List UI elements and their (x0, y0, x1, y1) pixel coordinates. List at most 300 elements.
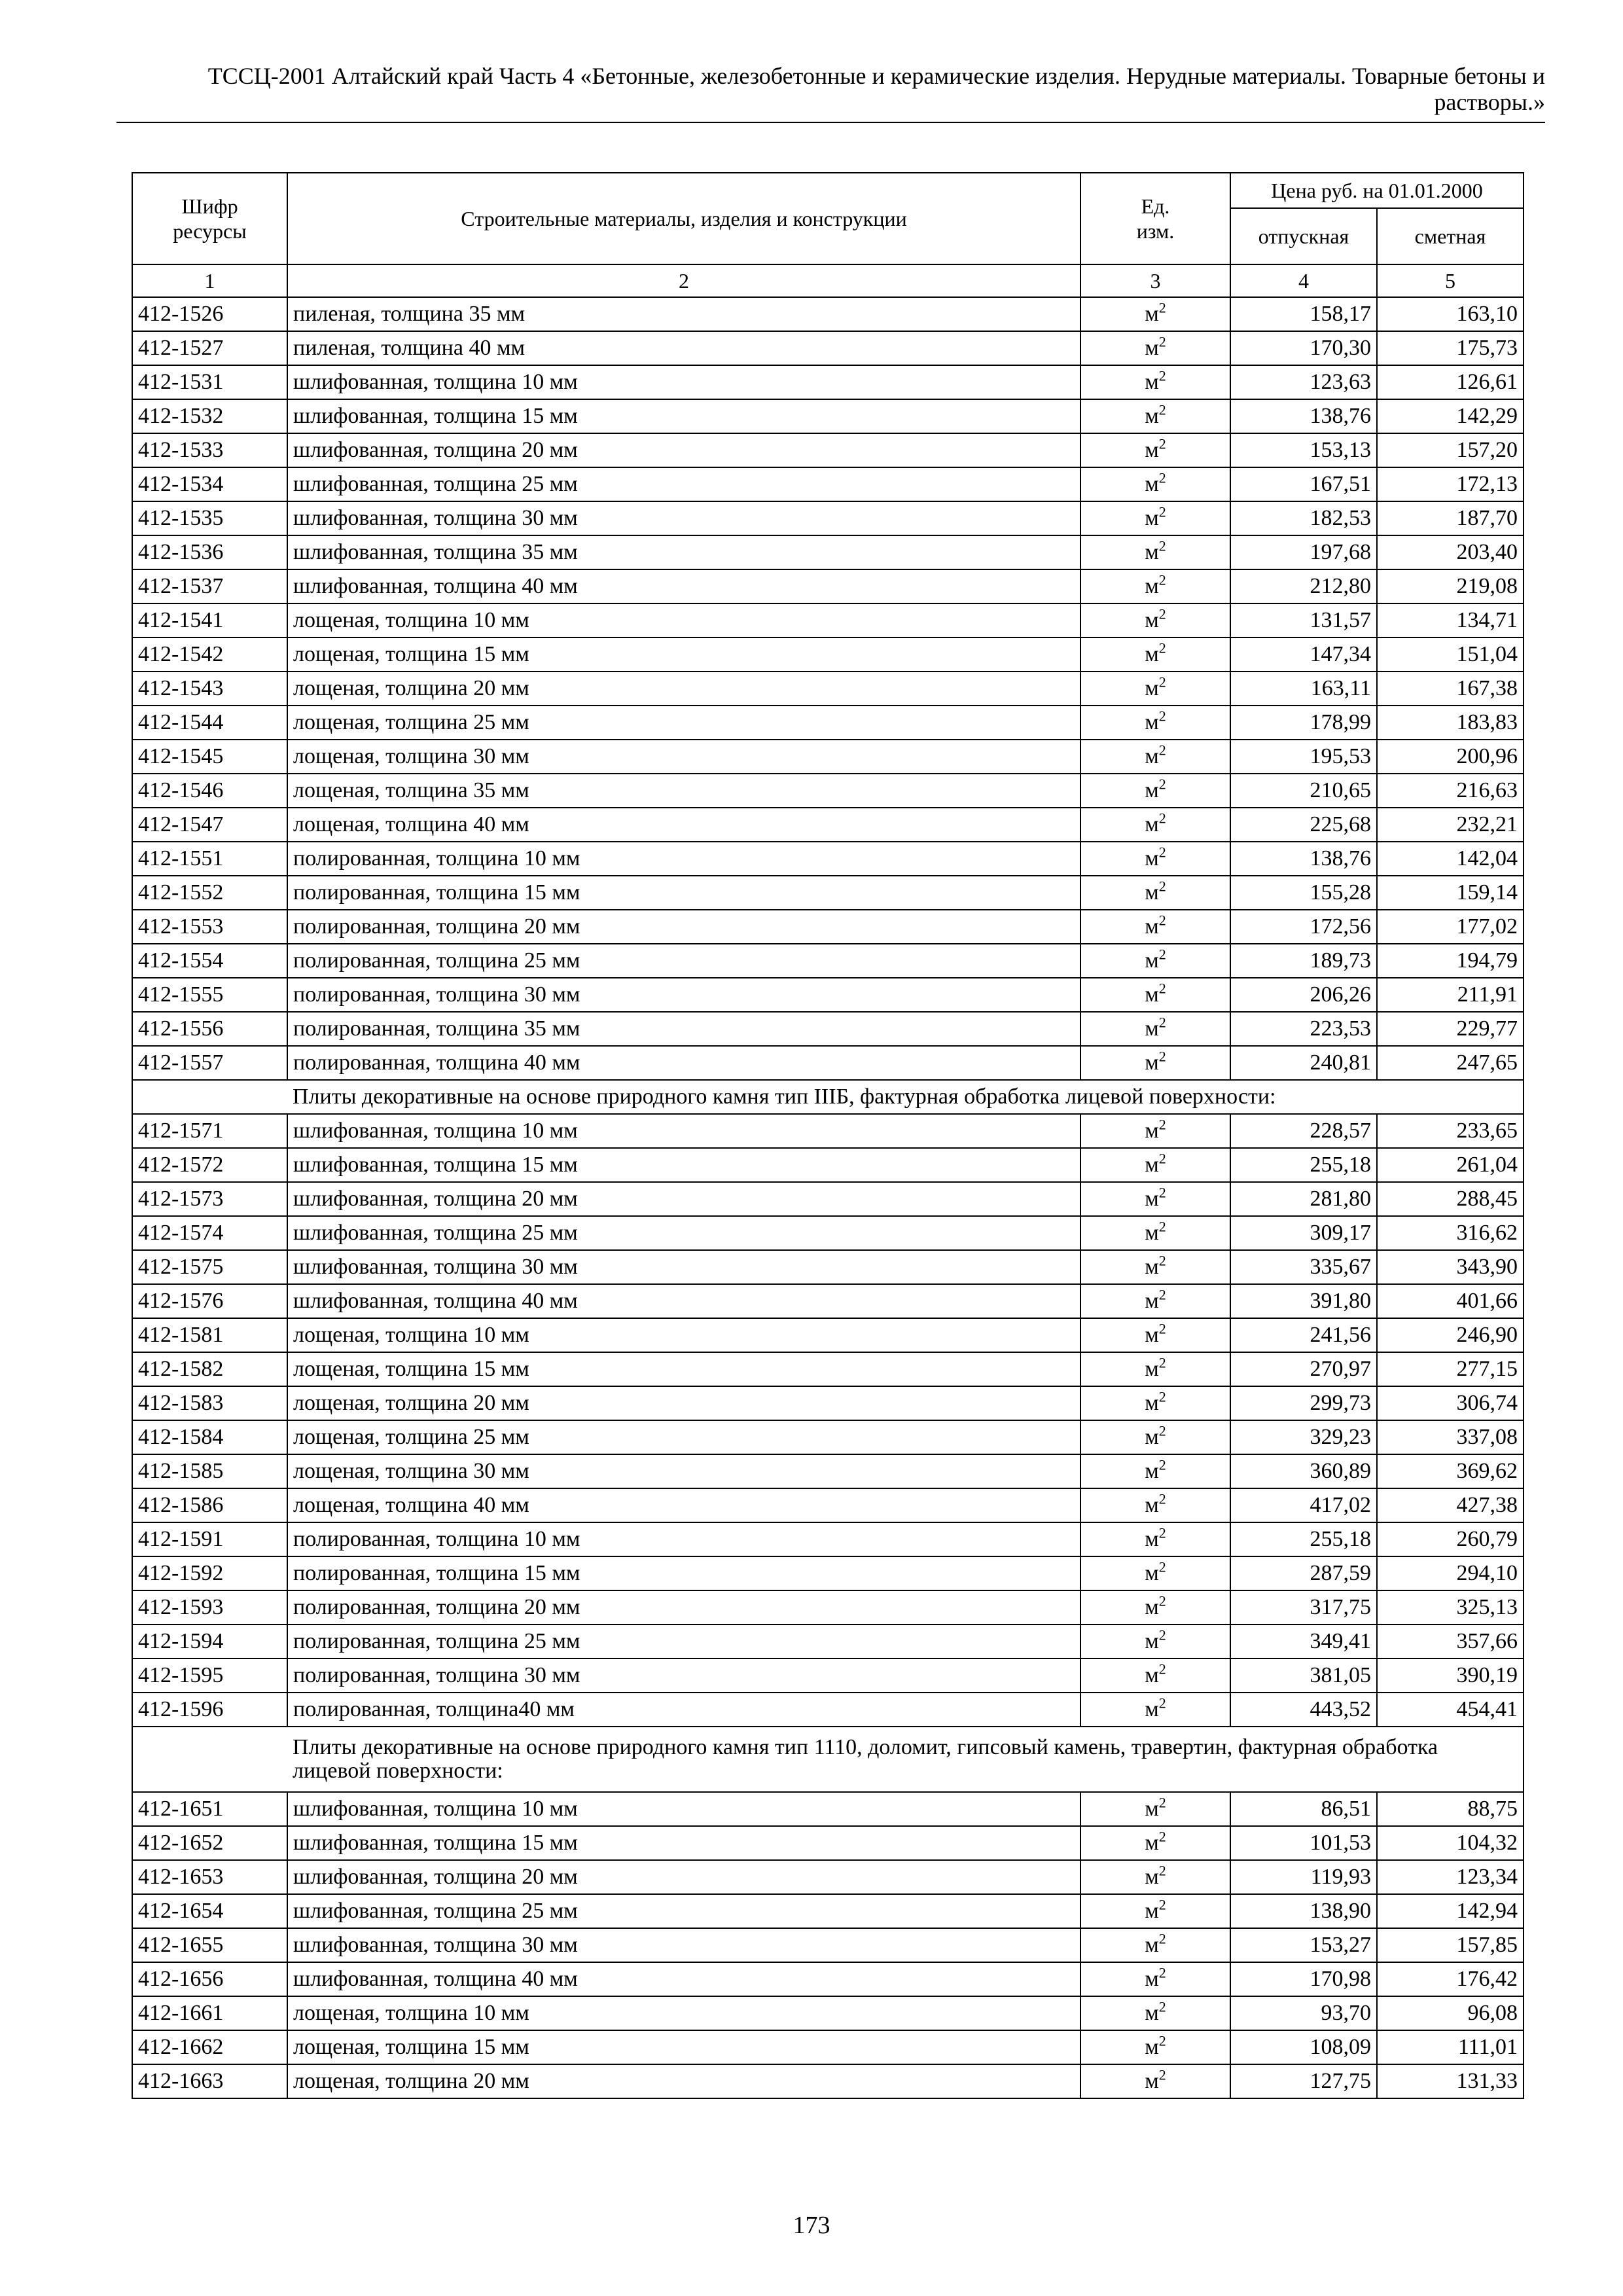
cell-unit (1080, 1386, 1230, 1420)
table-row (132, 808, 1524, 842)
cell-estimate-price: 233,65 (1377, 1114, 1524, 1148)
cell-estimate-price: 177,02 (1377, 910, 1524, 944)
unit-exponent: 2 (1158, 878, 1166, 895)
table-row (132, 501, 1524, 535)
unit-base: м (1145, 1289, 1159, 1313)
cell-release-price: 212,80 (1230, 569, 1377, 603)
cell-name: лощеная, толщина 15 мм (287, 1352, 1080, 1386)
cell-unit (1080, 808, 1230, 842)
unit-exponent: 2 (1158, 639, 1166, 656)
cell-unit (1080, 706, 1230, 740)
cell-estimate-price: 200,96 (1377, 740, 1524, 774)
table-row (132, 399, 1524, 433)
cell-code: 412-1543 (132, 672, 287, 706)
table-row (132, 1928, 1524, 1962)
cell-release-price: 241,56 (1230, 1318, 1377, 1352)
unit-base: м (1145, 540, 1159, 564)
cell-code: 412-1592 (132, 1556, 287, 1590)
table-row (132, 1012, 1524, 1046)
unit-exponent: 2 (1158, 1490, 1166, 1507)
cell-code: 412-1594 (132, 1624, 287, 1659)
table-row (132, 876, 1524, 910)
cell-code: 412-1532 (132, 399, 287, 433)
cell-name: полированная, толщина 30 мм (287, 1659, 1080, 1693)
cell-unit (1080, 1352, 1230, 1386)
table-row (132, 910, 1524, 944)
cell-estimate-price: 176,42 (1377, 1962, 1524, 1996)
cell-name: полированная, толщина 30 мм (287, 978, 1080, 1012)
cell-code: 412-1546 (132, 774, 287, 808)
cell-unit (1080, 1046, 1230, 1080)
cell-code: 412-1581 (132, 1318, 287, 1352)
cell-release-price: 360,89 (1230, 1454, 1377, 1488)
cell-unit (1080, 740, 1230, 774)
unit-base: м (1145, 710, 1159, 734)
unit-exponent: 2 (1158, 367, 1166, 384)
cell-code: 412-1552 (132, 876, 287, 910)
table-row (132, 1318, 1524, 1352)
unit-base: м (1145, 1865, 1159, 1889)
cell-code: 412-1542 (132, 637, 287, 672)
cell-unit (1080, 978, 1230, 1012)
cell-code: 412-1547 (132, 808, 287, 842)
cell-unit (1080, 672, 1230, 706)
table-row (132, 1522, 1524, 1556)
table-row (132, 1148, 1524, 1182)
cell-release-price: 206,26 (1230, 978, 1377, 1012)
cell-release-price: 119,93 (1230, 1860, 1377, 1894)
cell-release-price: 131,57 (1230, 603, 1377, 637)
unit-exponent: 2 (1158, 1794, 1166, 1811)
cell-estimate-price: 142,29 (1377, 399, 1524, 433)
cell-name: шлифованная, толщина 40 мм (287, 569, 1080, 603)
cell-estimate-price: 325,13 (1377, 1590, 1524, 1624)
cell-estimate-price: 157,85 (1377, 1928, 1524, 1962)
cell-release-price: 108,09 (1230, 2030, 1377, 2064)
cell-estimate-price: 277,15 (1377, 1352, 1524, 1386)
cell-name: шлифованная, толщина 10 мм (287, 1114, 1080, 1148)
unit-exponent: 2 (1158, 810, 1166, 827)
table-row (132, 1386, 1524, 1420)
cell-estimate-price: 96,08 (1377, 1996, 1524, 2030)
cell-name: полированная, толщина 20 мм (287, 1590, 1080, 1624)
cell-estimate-price: 337,08 (1377, 1420, 1524, 1454)
unit-base: м (1145, 676, 1159, 700)
cell-estimate-price: 175,73 (1377, 331, 1524, 365)
table-row (132, 467, 1524, 501)
cell-unit (1080, 433, 1230, 467)
unit-base: м (1145, 1459, 1159, 1483)
table-row (132, 1962, 1524, 1996)
unit-exponent: 2 (1158, 537, 1166, 554)
cell-release-price: 335,67 (1230, 1250, 1377, 1284)
cell-name: лощеная, толщина 20 мм (287, 672, 1080, 706)
cell-code: 412-1533 (132, 433, 287, 467)
cell-release-price: 153,13 (1230, 433, 1377, 467)
cell-code: 412-1584 (132, 1420, 287, 1454)
cell-unit (1080, 1928, 1230, 1962)
cell-unit (1080, 365, 1230, 399)
unit-exponent: 2 (1158, 1695, 1166, 1712)
cell-estimate-price: 88,75 (1377, 1792, 1524, 1826)
cell-unit (1080, 1148, 1230, 1182)
cell-unit (1080, 399, 1230, 433)
table-row (132, 978, 1524, 1012)
unit-base: м (1145, 778, 1159, 802)
cell-unit (1080, 1488, 1230, 1522)
cell-code: 412-1661 (132, 1996, 287, 2030)
cell-release-price: 417,02 (1230, 1488, 1377, 1522)
header-name: Строительные материалы, изделия и конструкции (287, 173, 1080, 264)
unit-exponent: 2 (1158, 435, 1166, 452)
unit-base: м (1145, 302, 1159, 326)
unit-exponent: 2 (1158, 401, 1166, 418)
cell-code: 412-1596 (132, 1693, 287, 1727)
cell-estimate-price: 427,38 (1377, 1488, 1524, 1522)
cell-release-price: 287,59 (1230, 1556, 1377, 1590)
section-title: Плиты декоративные на основе природного камня тип IIIБ, фактурная обработка лицевой поверхности: (132, 1080, 1524, 1114)
cell-release-price: 153,27 (1230, 1928, 1377, 1962)
unit-base: м (1145, 642, 1159, 666)
unit-exponent: 2 (1158, 1320, 1166, 1337)
unit-base: м (1145, 1967, 1159, 1991)
col-number: 3 (1080, 264, 1230, 297)
unit-exponent: 2 (1158, 742, 1166, 759)
cell-code: 412-1582 (132, 1352, 287, 1386)
cell-estimate-price: 261,04 (1377, 1148, 1524, 1182)
cell-code: 412-1651 (132, 1792, 287, 1826)
cell-release-price: 167,51 (1230, 467, 1377, 501)
table-row (132, 1114, 1524, 1148)
cell-code: 412-1531 (132, 365, 287, 399)
table-row (132, 1693, 1524, 1727)
table-row (132, 2030, 1524, 2064)
unit-base: м (1145, 472, 1159, 496)
unit-exponent: 2 (1158, 333, 1166, 350)
col-number: 5 (1377, 264, 1524, 297)
unit-base: м (1145, 2069, 1159, 2093)
cell-name: полированная, толщина 15 мм (287, 1556, 1080, 1590)
unit-exponent: 2 (1158, 1218, 1166, 1235)
cell-code: 412-1583 (132, 1386, 287, 1420)
table-row (132, 1792, 1524, 1826)
cell-estimate-price: 167,38 (1377, 672, 1524, 706)
cell-code: 412-1653 (132, 1860, 287, 1894)
cell-release-price: 228,57 (1230, 1114, 1377, 1148)
table-row (132, 1894, 1524, 1928)
unit-exponent: 2 (1158, 1150, 1166, 1167)
cell-estimate-price: 126,61 (1377, 365, 1524, 399)
table-row (132, 637, 1524, 672)
table-row (132, 1659, 1524, 1693)
cell-name: шлифованная, толщина 25 мм (287, 1894, 1080, 1928)
cell-code: 412-1557 (132, 1046, 287, 1080)
cell-name: полированная, толщина 15 мм (287, 876, 1080, 910)
unit-exponent: 2 (1158, 1048, 1166, 1065)
unit-base: м (1145, 846, 1159, 870)
cell-estimate-price: 111,01 (1377, 2030, 1524, 2064)
unit-base: м (1145, 1119, 1159, 1143)
cell-estimate-price: 151,04 (1377, 637, 1524, 672)
cell-release-price: 309,17 (1230, 1216, 1377, 1250)
cell-code: 412-1551 (132, 842, 287, 876)
cell-release-price: 197,68 (1230, 535, 1377, 569)
table-row (132, 1624, 1524, 1659)
cell-estimate-price: 159,14 (1377, 876, 1524, 910)
unit-base: м (1145, 880, 1159, 905)
cell-release-price: 138,76 (1230, 842, 1377, 876)
table-row (132, 1488, 1524, 1522)
table-row (132, 740, 1524, 774)
unit-base: м (1145, 982, 1159, 1007)
cell-unit (1080, 944, 1230, 978)
cell-estimate-price: 357,66 (1377, 1624, 1524, 1659)
table-row (132, 1420, 1524, 1454)
cell-name: полированная, толщина 35 мм (287, 1012, 1080, 1046)
cell-release-price: 170,30 (1230, 331, 1377, 365)
unit-exponent: 2 (1158, 844, 1166, 861)
unit-exponent: 2 (1158, 946, 1166, 963)
cell-name: шлифованная, толщина 30 мм (287, 501, 1080, 535)
unit-base: м (1145, 1187, 1159, 1211)
cell-estimate-price: 369,62 (1377, 1454, 1524, 1488)
header-unit: Ед. изм. (1080, 173, 1230, 264)
cell-estimate-price: 183,83 (1377, 706, 1524, 740)
cell-name: шлифованная, толщина 15 мм (287, 1826, 1080, 1860)
cell-unit (1080, 1522, 1230, 1556)
cell-name: лощеная, толщина 35 мм (287, 774, 1080, 808)
cell-name: полированная, толщина40 мм (287, 1693, 1080, 1727)
table-row (132, 1454, 1524, 1488)
table-row (132, 1250, 1524, 1284)
unit-base: м (1145, 1697, 1159, 1721)
cell-release-price: 349,41 (1230, 1624, 1377, 1659)
unit-exponent: 2 (1158, 571, 1166, 588)
cell-release-price: 210,65 (1230, 774, 1377, 808)
table-row (132, 331, 1524, 365)
unit-exponent: 2 (1158, 1524, 1166, 1541)
cell-code: 412-1663 (132, 2064, 287, 2098)
unit-base: м (1145, 948, 1159, 973)
table-row (132, 1996, 1524, 2030)
table-row (132, 1556, 1524, 1590)
table-row (132, 297, 1524, 331)
cell-release-price: 178,99 (1230, 706, 1377, 740)
cell-estimate-price: 260,79 (1377, 1522, 1524, 1556)
table-row (132, 774, 1524, 808)
cell-unit (1080, 1318, 1230, 1352)
table-row (132, 603, 1524, 637)
page-header (116, 63, 1545, 115)
unit-exponent: 2 (1158, 776, 1166, 793)
cell-release-price: 189,73 (1230, 944, 1377, 978)
cell-unit (1080, 1284, 1230, 1318)
table-row (132, 1216, 1524, 1250)
cell-name: лощеная, толщина 10 мм (287, 603, 1080, 637)
cell-release-price: 255,18 (1230, 1148, 1377, 1182)
cell-estimate-price: 454,41 (1377, 1693, 1524, 1727)
cell-estimate-price: 294,10 (1377, 1556, 1524, 1590)
cell-name: лощеная, толщина 30 мм (287, 740, 1080, 774)
section-row (132, 1727, 1524, 1792)
cell-release-price: 443,52 (1230, 1693, 1377, 1727)
table-row (132, 842, 1524, 876)
unit-exponent: 2 (1158, 469, 1166, 486)
cell-release-price: 240,81 (1230, 1046, 1377, 1080)
unit-exponent: 2 (1158, 1930, 1166, 1947)
cell-unit (1080, 910, 1230, 944)
cell-release-price: 225,68 (1230, 808, 1377, 842)
cell-name: полированная, толщина 10 мм (287, 1522, 1080, 1556)
cell-unit (1080, 331, 1230, 365)
cell-unit (1080, 1454, 1230, 1488)
cell-code: 412-1554 (132, 944, 287, 978)
unit-base: м (1145, 1255, 1159, 1279)
table-row (132, 1284, 1524, 1318)
col-number: 1 (132, 264, 287, 297)
cell-name: лощеная, толщина 15 мм (287, 2030, 1080, 2064)
unit-exponent: 2 (1158, 503, 1166, 520)
cell-name: пиленая, толщина 35 мм (287, 297, 1080, 331)
cell-code: 412-1545 (132, 740, 287, 774)
table-row (132, 1352, 1524, 1386)
unit-exponent: 2 (1158, 1828, 1166, 1845)
unit-exponent: 2 (1158, 1862, 1166, 1879)
cell-estimate-price: 163,10 (1377, 297, 1524, 331)
cell-name: шлифованная, толщина 25 мм (287, 467, 1080, 501)
cell-estimate-price: 316,62 (1377, 1216, 1524, 1250)
cell-name: полированная, толщина 25 мм (287, 944, 1080, 978)
table-row (132, 1182, 1524, 1216)
unit-base: м (1145, 2001, 1159, 2025)
cell-unit (1080, 1659, 1230, 1693)
unit-base: м (1145, 1663, 1159, 1687)
cell-name: шлифованная, толщина 25 мм (287, 1216, 1080, 1250)
unit-exponent: 2 (1158, 1116, 1166, 1133)
cell-name: полированная, толщина 10 мм (287, 842, 1080, 876)
unit-base: м (1145, 404, 1159, 428)
cell-estimate-price: 229,77 (1377, 1012, 1524, 1046)
section-row (132, 1080, 1524, 1114)
page-number: 173 (793, 2212, 830, 2239)
cell-name: шлифованная, толщина 20 мм (287, 1860, 1080, 1894)
unit-exponent: 2 (1158, 912, 1166, 929)
cell-release-price: 158,17 (1230, 297, 1377, 331)
cell-code: 412-1662 (132, 2030, 287, 2064)
unit-base: м (1145, 506, 1159, 530)
cell-code: 412-1574 (132, 1216, 287, 1250)
table-row (132, 569, 1524, 603)
cell-name: шлифованная, толщина 30 мм (287, 1928, 1080, 1962)
cell-code: 412-1571 (132, 1114, 287, 1148)
cell-release-price: 101,53 (1230, 1826, 1377, 1860)
cell-code: 412-1656 (132, 1962, 287, 1996)
cell-estimate-price: 232,21 (1377, 808, 1524, 842)
table-row (132, 944, 1524, 978)
unit-base: м (1145, 1221, 1159, 1245)
cell-name: лощеная, толщина 20 мм (287, 1386, 1080, 1420)
table-body (132, 297, 1524, 2098)
col-number: 4 (1230, 264, 1377, 297)
cell-unit (1080, 637, 1230, 672)
cell-unit (1080, 1693, 1230, 1727)
cell-release-price: 138,76 (1230, 399, 1377, 433)
unit-exponent: 2 (1158, 1388, 1166, 1405)
cell-unit (1080, 1590, 1230, 1624)
cell-release-price: 281,80 (1230, 1182, 1377, 1216)
cell-estimate-price: 247,65 (1377, 1046, 1524, 1080)
unit-base: м (1145, 336, 1159, 360)
cell-estimate-price: 157,20 (1377, 433, 1524, 467)
cell-estimate-price: 203,40 (1377, 535, 1524, 569)
cell-name: лощеная, толщина 25 мм (287, 706, 1080, 740)
unit-base: м (1145, 1050, 1159, 1075)
unit-base: м (1145, 1153, 1159, 1177)
cell-unit (1080, 1792, 1230, 1826)
cell-code: 412-1553 (132, 910, 287, 944)
unit-exponent: 2 (1158, 1286, 1166, 1303)
table-row (132, 535, 1524, 569)
cell-name: лощеная, толщина 15 мм (287, 637, 1080, 672)
cell-code: 412-1575 (132, 1250, 287, 1284)
cell-release-price: 155,28 (1230, 876, 1377, 910)
cell-release-price: 138,90 (1230, 1894, 1377, 1928)
cell-name: шлифованная, толщина 20 мм (287, 1182, 1080, 1216)
cell-estimate-price: 142,04 (1377, 842, 1524, 876)
section-title: Плиты декоративные на основе природного камня тип 1110, доломит, гипсовый камень, травертин, фактурная обработка лицевой поверхности: (132, 1727, 1524, 1792)
unit-base: м (1145, 1357, 1159, 1381)
cell-name: шлифованная, толщина 40 мм (287, 1284, 1080, 1318)
unit-base: м (1145, 1797, 1159, 1821)
header-release: отпускная (1230, 208, 1377, 264)
cell-unit (1080, 2030, 1230, 2064)
cell-unit (1080, 535, 1230, 569)
unit-base: м (1145, 1899, 1159, 1923)
cell-code: 412-1576 (132, 1284, 287, 1318)
unit-base: м (1145, 1323, 1159, 1347)
table-row (132, 1826, 1524, 1860)
table-row (132, 1860, 1524, 1894)
cell-unit (1080, 1216, 1230, 1250)
cell-release-price: 317,75 (1230, 1590, 1377, 1624)
cell-unit (1080, 569, 1230, 603)
cell-unit (1080, 297, 1230, 331)
cell-release-price: 93,70 (1230, 1996, 1377, 2030)
cell-name: пиленая, толщина 40 мм (287, 331, 1080, 365)
cell-release-price: 223,53 (1230, 1012, 1377, 1046)
cell-release-price: 172,56 (1230, 910, 1377, 944)
cell-estimate-price: 216,63 (1377, 774, 1524, 808)
cell-release-price: 170,98 (1230, 1962, 1377, 1996)
cell-release-price: 255,18 (1230, 1522, 1377, 1556)
header-price: Цена руб. на 01.01.2000 (1230, 173, 1524, 208)
cell-name: лощеная, толщина 10 мм (287, 1318, 1080, 1352)
unit-base: м (1145, 574, 1159, 598)
header-code: Шифр ресурсы (132, 173, 287, 264)
cell-release-price: 123,63 (1230, 365, 1377, 399)
cell-estimate-price: 187,70 (1377, 501, 1524, 535)
cell-unit (1080, 1624, 1230, 1659)
unit-base: м (1145, 1933, 1159, 1957)
cell-code: 412-1655 (132, 1928, 287, 1962)
header-estimate: сметная (1377, 208, 1524, 264)
cell-code: 412-1544 (132, 706, 287, 740)
table-row (132, 706, 1524, 740)
cell-release-price: 163,11 (1230, 672, 1377, 706)
cell-unit (1080, 1182, 1230, 1216)
unit-base: м (1145, 1831, 1159, 1855)
cell-estimate-price: 288,45 (1377, 1182, 1524, 1216)
